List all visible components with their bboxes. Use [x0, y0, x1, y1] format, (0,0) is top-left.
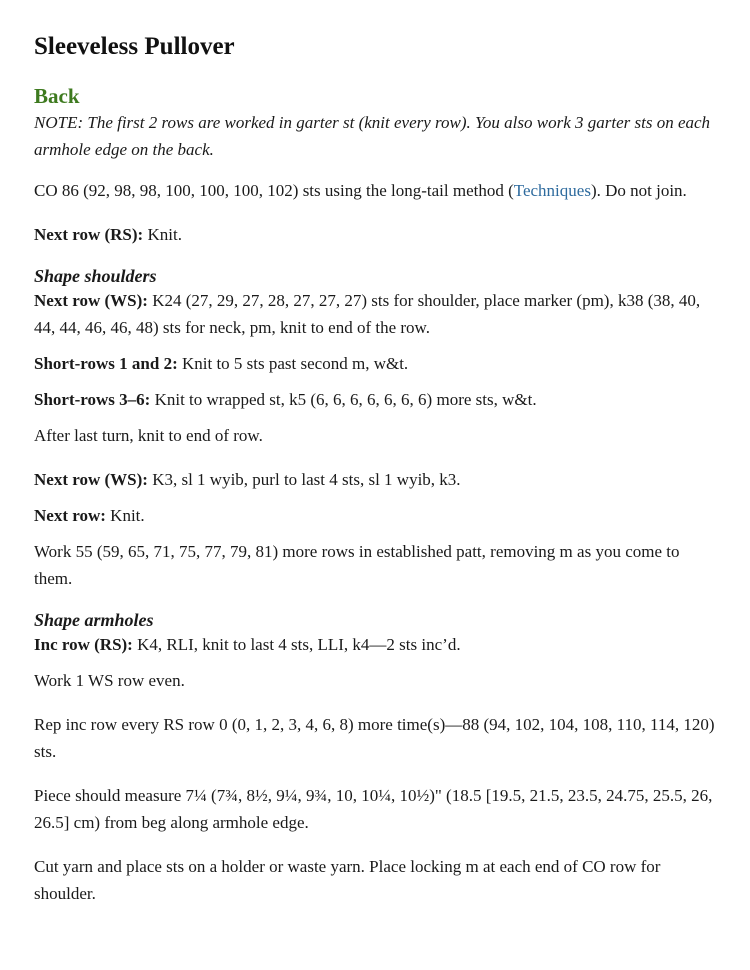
work-rows-paragraph: Work 55 (59, 65, 71, 75, 77, 79, 81) more rows in established patt, removing m as you come to them. — [34, 542, 680, 588]
row-text: Knit. — [143, 225, 182, 244]
techniques-link[interactable]: Techniques — [513, 181, 591, 200]
row-text: Knit to wrapped st, k5 (6, 6, 6, 6, 6, 6, 6) more sts, w&t. — [150, 390, 537, 409]
row-text: Knit to 5 sts past second m, w&t. — [177, 354, 409, 373]
row-text: K4, RLI, knit to last 4 sts, LLI, k4—2 sts inc’d. — [132, 635, 461, 654]
row-rs-paragraph — [34, 221, 716, 248]
shoulder-row-ws — [34, 287, 716, 341]
measure-paragraph: Piece should measure 7¼ (7¾, 8½, 9¼, 9¾, 10, 10¼, 10½)" (18.5 [19.5, 21.5, 23.5, 24.75, 25.5, 26, 26.5] cm) from beg along armhole edge. — [34, 786, 713, 832]
subheading-shape-shoulders: Shape shoulders — [34, 266, 157, 286]
row-label: Next row (WS): — [34, 470, 148, 489]
subheading-shape-armholes: Shape armholes — [34, 610, 154, 630]
row-ws2-paragraph — [34, 466, 716, 493]
page-title: Sleeveless Pullover — [34, 33, 235, 60]
after-turn-paragraph: After last turn, knit to end of row. — [34, 426, 263, 445]
section-heading-back: Back — [34, 84, 80, 108]
ws-even-paragraph: Work 1 WS row even. — [34, 671, 185, 690]
next-row-paragraph — [34, 502, 716, 529]
cut-yarn-paragraph: Cut yarn and place sts on a holder or waste yarn. Place locking m at each end of CO row for shoulder. — [34, 857, 661, 903]
row-label: Next row (WS): — [34, 291, 148, 310]
short-rows-1-2 — [34, 350, 716, 377]
rep-paragraph: Rep inc row every RS row 0 (0, 1, 2, 3, 4, 6, 8) more time(s)—88 (94, 102, 104, 108, 110, 114, 120) sts. — [34, 715, 715, 761]
cast-on-text: CO 86 (92, 98, 98, 100, 100, 100, 102) sts using the long-tail method ( — [34, 181, 514, 200]
row-label: Next row (RS): — [34, 225, 144, 244]
cast-on-text-end: ). Do not join. — [590, 181, 687, 200]
short-rows-3-6 — [34, 386, 716, 413]
cast-on-paragraph — [34, 177, 716, 204]
row-text: K3, sl 1 wyib, purl to last 4 sts, sl 1 wyib, k3. — [147, 470, 461, 489]
row-label: Short-rows 1 and 2: — [34, 354, 178, 373]
row-label: Short-rows 3–6: — [34, 390, 151, 409]
inc-row-paragraph — [34, 631, 716, 658]
row-text: K24 (27, 29, 27, 28, 27, 27, 27) sts for shoulder, place marker (pm), k38 (38, 40, 44, 44, 46, 46, 48) sts for neck, pm, knit to end of the row. — [34, 291, 701, 337]
row-label: Next row: — [34, 506, 106, 525]
row-text: Knit. — [105, 506, 145, 525]
note-paragraph: NOTE: The first 2 rows are worked in garter st (knit every row). You also work 3 garter sts on each armhole edge on the back. — [34, 113, 711, 159]
row-label: Inc row (RS): — [34, 635, 133, 654]
